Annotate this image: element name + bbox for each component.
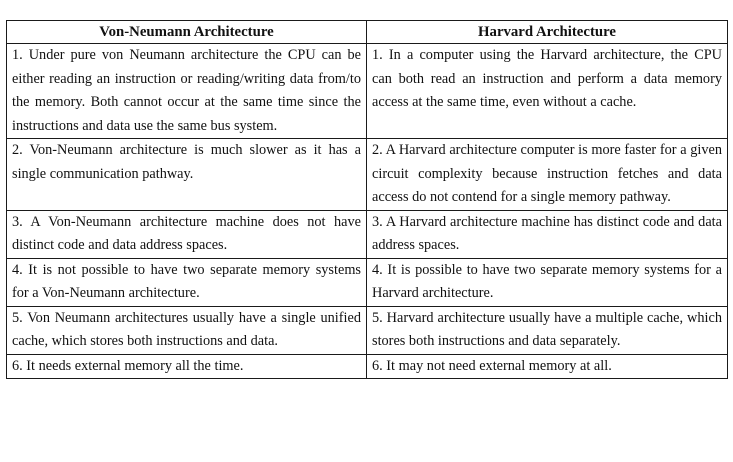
harvard-point-4: 4. It is possible to have two separate memory systems for a Harvard architecture. (367, 258, 728, 306)
table-row (7, 354, 728, 379)
table-row (7, 210, 728, 258)
table-row (7, 139, 728, 211)
column-header-von-neumann: Von-Neumann Architecture (7, 21, 367, 44)
von-neumann-point-4: 4. It is not possible to have two separate memory systems for a Von-Neumann architecture. (7, 258, 367, 306)
von-neumann-point-2: 2. Von-Neumann architecture is much slower as it has a single communication pathway. (7, 139, 367, 211)
harvard-point-2: 2. A Harvard architecture computer is more faster for a given circuit complexity because instruction fetches and data access do not contend for a single memory pathway. (367, 139, 728, 211)
harvard-point-1: 1. In a computer using the Harvard architecture, the CPU can both read an instruction and perform a data memory access at the same time, even without a cache. (367, 44, 728, 139)
comparison-table (6, 20, 728, 379)
harvard-point-6: 6. It may not need external memory at all. (367, 354, 728, 379)
von-neumann-point-5: 5. Von Neumann architectures usually have a single unified cache, which stores both instructions and data. (7, 306, 367, 354)
table-row (7, 44, 728, 139)
comparison-document (6, 20, 727, 379)
von-neumann-point-1: 1. Under pure von Neumann architecture the CPU can be either reading an instruction or reading/writing data from/to the memory. Both cannot occur at the same time since the instructions and data use the same bus system. (7, 44, 367, 139)
von-neumann-point-6: 6. It needs external memory all the time. (7, 354, 367, 379)
column-header-harvard: Harvard Architecture (367, 21, 728, 44)
harvard-point-5: 5. Harvard architecture usually have a multiple cache, which stores both instructions and data separately. (367, 306, 728, 354)
von-neumann-point-3: 3. A Von-Neumann architecture machine does not have distinct code and data address spaces. (7, 210, 367, 258)
table-row (7, 306, 728, 354)
table-header-row (7, 21, 728, 44)
harvard-point-3: 3. A Harvard architecture machine has distinct code and data address spaces. (367, 210, 728, 258)
table-row (7, 258, 728, 306)
